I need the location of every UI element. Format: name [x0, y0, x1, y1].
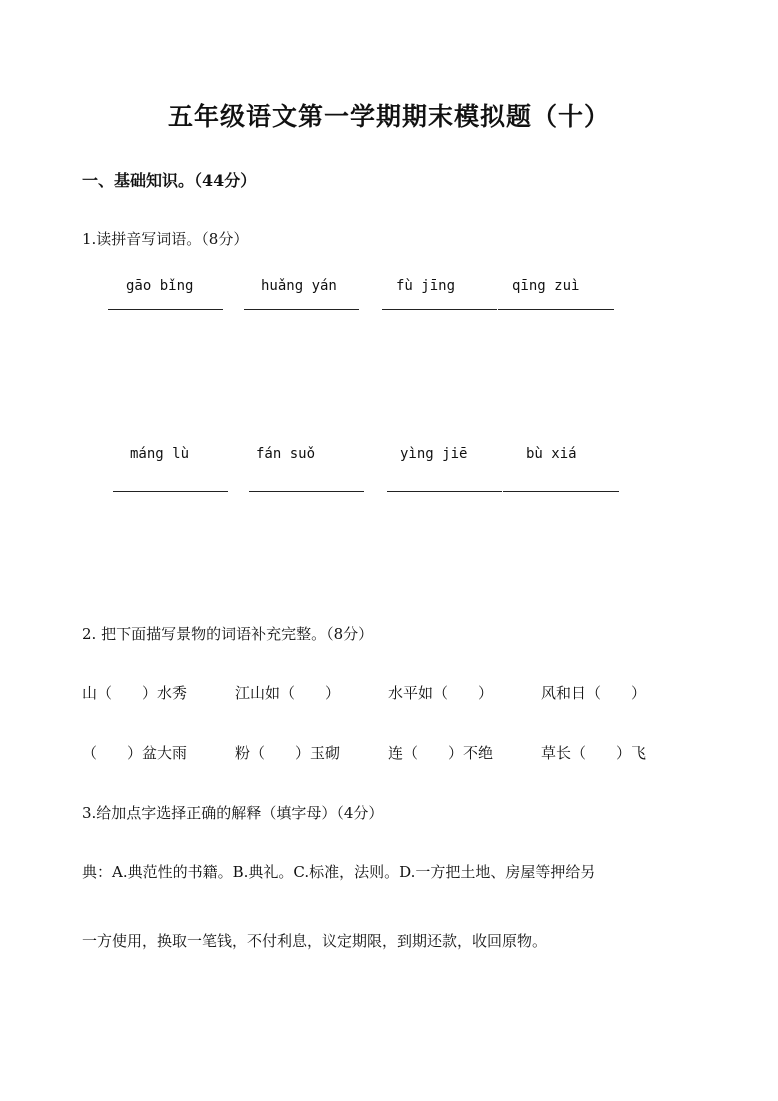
- fill-blank-item[interactable]: 粉（ ）玉砌: [235, 744, 341, 762]
- fill-blank-item[interactable]: 江山如（ ）: [235, 684, 341, 702]
- pinyin-item: huǎng yán: [261, 278, 337, 294]
- answer-line[interactable]: [108, 309, 223, 310]
- answer-line[interactable]: [498, 309, 614, 310]
- pinyin-item: fù jīng: [396, 278, 456, 294]
- section-heading-basic: 一、基础知识。（44分）: [82, 171, 257, 190]
- fill-blank-item[interactable]: 风和日（ ）: [541, 684, 647, 702]
- fill-blank-item[interactable]: 草长（ ）飞: [541, 744, 647, 762]
- pinyin-item: bù xiá: [526, 446, 577, 462]
- answer-line[interactable]: [503, 491, 619, 492]
- pinyin-item: qīng zuì: [512, 278, 580, 294]
- definition-line-2: 一方使用，换取一笔钱，不付利息，议定期限，到期还款，收回原物。: [82, 932, 548, 950]
- question-2-label: 2. 把下面描写景物的词语补充完整。（8分）: [82, 625, 374, 643]
- fill-blank-item[interactable]: 山（ ）水秀: [82, 684, 188, 702]
- answer-line[interactable]: [382, 309, 497, 310]
- question-3-label: 3.给加点字选择正确的解释（填字母）（4分）: [82, 804, 384, 822]
- answer-line[interactable]: [249, 491, 364, 492]
- answer-line[interactable]: [387, 491, 502, 492]
- answer-line[interactable]: [113, 491, 228, 492]
- question-1-label: 1.读拼音写词语。（8分）: [82, 230, 249, 248]
- fill-blank-item[interactable]: 连（ ）不绝: [388, 744, 494, 762]
- answer-line[interactable]: [244, 309, 359, 310]
- pinyin-item: gāo bǐng: [126, 278, 194, 294]
- definition-line-1: 典：A.典范性的书籍。B.典礼。C.标准，法则。D.一方把土地、房屋等押给另: [82, 863, 596, 881]
- fill-blank-item[interactable]: （ ）盆大雨: [82, 744, 188, 762]
- pinyin-item: fán suǒ: [256, 446, 316, 462]
- pinyin-item: yìng jiē: [400, 446, 468, 462]
- page-title: 五年级语文第一学期期末模拟题（十）: [167, 102, 610, 131]
- pinyin-item: máng lù: [130, 446, 190, 462]
- fill-blank-item[interactable]: 水平如（ ）: [388, 684, 494, 702]
